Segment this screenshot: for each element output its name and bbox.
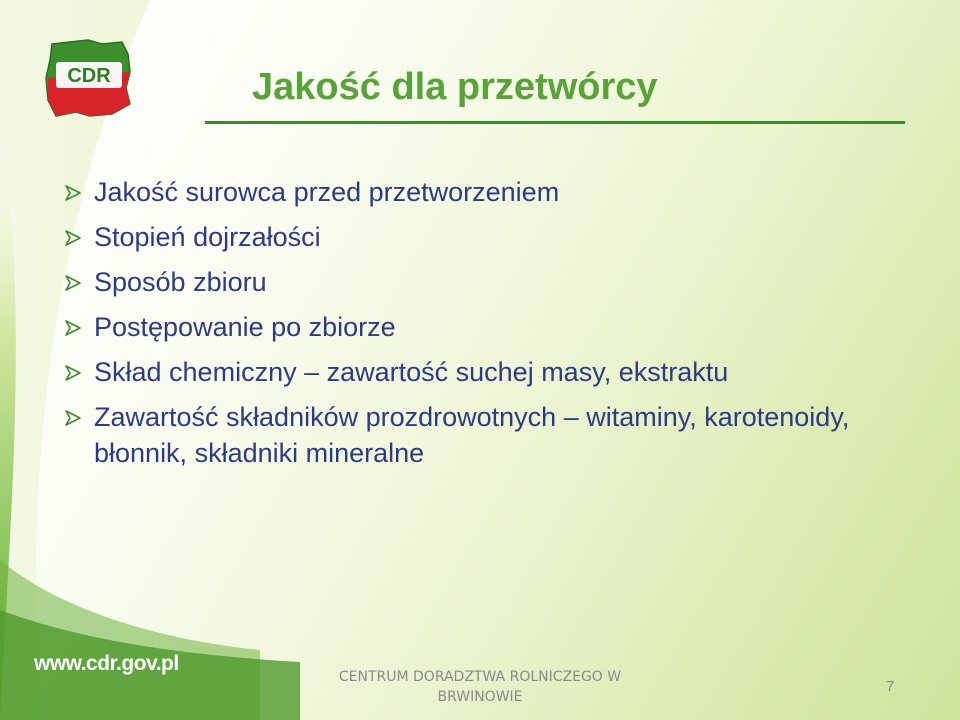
bullet-item xyxy=(62,354,942,390)
bullet-list xyxy=(62,174,942,471)
bullet-item xyxy=(62,264,942,300)
arrowhead-bullet-icon xyxy=(64,184,82,202)
bullet-item xyxy=(62,399,942,471)
title-underline xyxy=(205,121,905,124)
arrowhead-bullet-icon xyxy=(64,364,82,382)
arrowhead-bullet-icon xyxy=(64,274,82,292)
bullet-item xyxy=(62,219,942,255)
cdr-logo xyxy=(42,38,134,120)
bullet-text: Zawartość składników prozdrowotnych – witaminy, karotenoidy, błonnik, składniki mineralne xyxy=(94,402,850,468)
bullet-text: Sposób zbioru xyxy=(94,267,267,297)
bullet-text: Jakość surowca przed przetworzeniem xyxy=(94,177,560,207)
bullet-text: Stopień dojrzałości xyxy=(94,222,321,252)
footer-url: www.cdr.gov.pl xyxy=(34,652,179,675)
bullet-item xyxy=(62,309,942,345)
arrowhead-bullet-icon xyxy=(64,409,82,427)
logo-text: CDR xyxy=(67,65,111,87)
bullet-text: Postępowanie po zbiorze xyxy=(94,312,396,342)
arrowhead-bullet-icon xyxy=(64,229,82,247)
page-number: 7 xyxy=(886,678,895,695)
arrowhead-bullet-icon xyxy=(64,319,82,337)
bullet-item xyxy=(62,174,942,210)
footer-organization: CENTRUM DORADZTWA ROLNICZEGO W BRWINOWIE xyxy=(338,669,622,705)
bullet-text: Skład chemiczny – zawartość suchej masy, ekstraktu xyxy=(94,357,729,387)
slide-title: Jakość dla przetwórcy xyxy=(252,66,658,108)
